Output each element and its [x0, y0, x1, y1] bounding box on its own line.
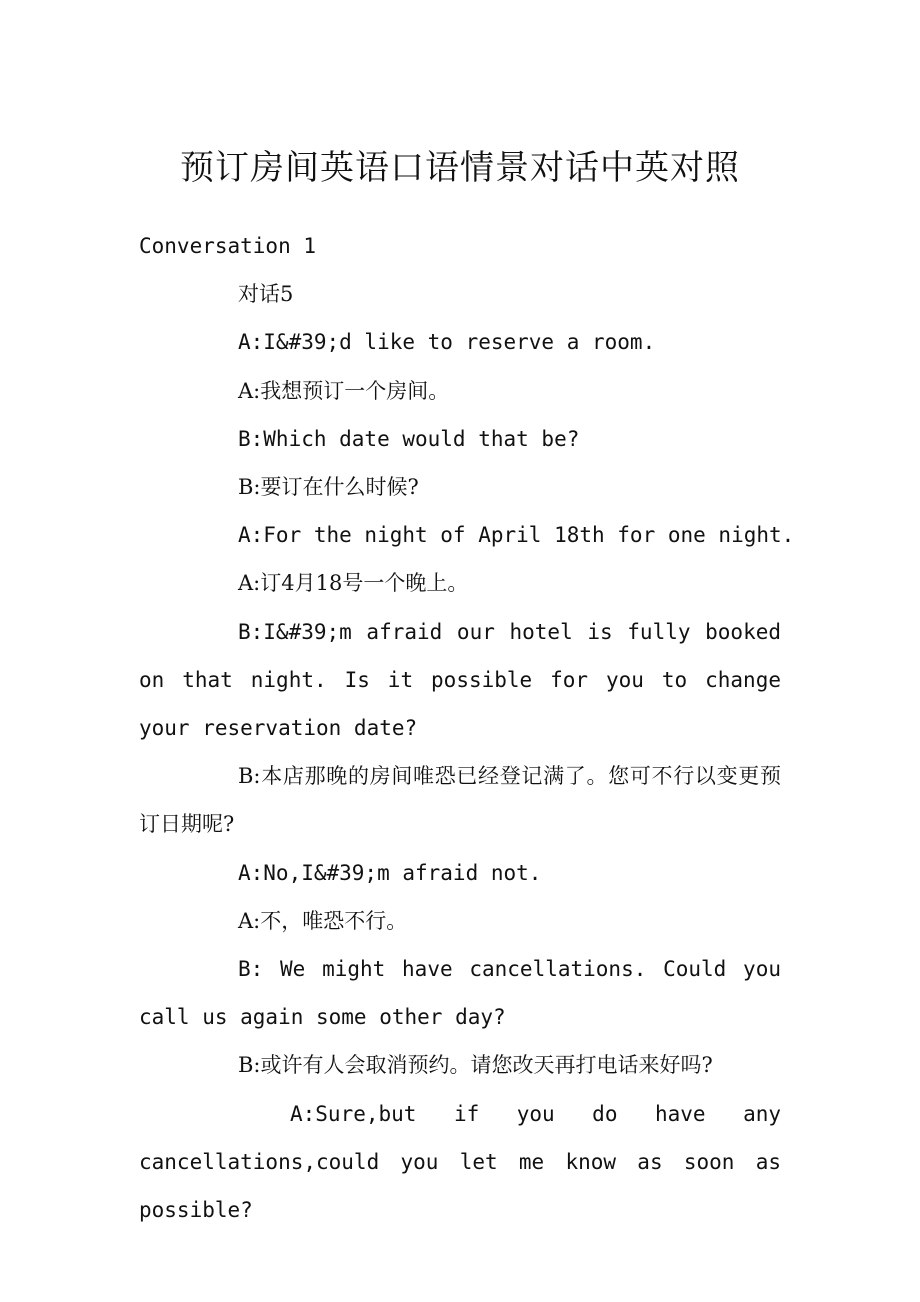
- dialogue-line: A:I&#39;d like to reserve a room.: [238, 330, 656, 355]
- dialogue-line: A:No,I&#39;m afraid not.: [238, 860, 542, 885]
- dialogue-line: A:For the night of April 18th for one night.: [238, 523, 795, 548]
- dialogue-line: A:我想预订一个房间。: [238, 378, 450, 403]
- document-body: [139, 222, 795, 1234]
- dialogue-paragraph: B:或许有人会取消预约。请您改天再打电话来好吗?: [238, 1053, 713, 1078]
- dialogue-line: B:Which date would that be?: [238, 426, 580, 451]
- dialogue-paragraph: B:I&#39;m afraid our hotel is fully booked on that night. Is it possible for you to change your reservation date?: [139, 619, 781, 741]
- dialogue-paragraph: A:Sure,but if you do have any cancellations,could you let me know as soon as possible?: [139, 1101, 781, 1223]
- dialogue-line: A:订4月18号一个晚上。: [238, 571, 469, 596]
- conversation-heading: Conversation 1: [139, 234, 317, 258]
- dialogue-line: B:要订在什么时候?: [238, 475, 419, 500]
- dialogue-line: A:不，唯恐不行。: [238, 908, 408, 933]
- dialogue-paragraph: B: We might have cancellations. Could you call us again some other day?: [139, 957, 781, 1030]
- dialogue-line: 对话5: [238, 282, 294, 307]
- dialogue-paragraph: B:本店那晚的房间唯恐已经登记满了。您可不行以变更预订日期呢?: [139, 764, 781, 837]
- document-title: 预订房间英语口语情景对话中英对照: [180, 148, 740, 188]
